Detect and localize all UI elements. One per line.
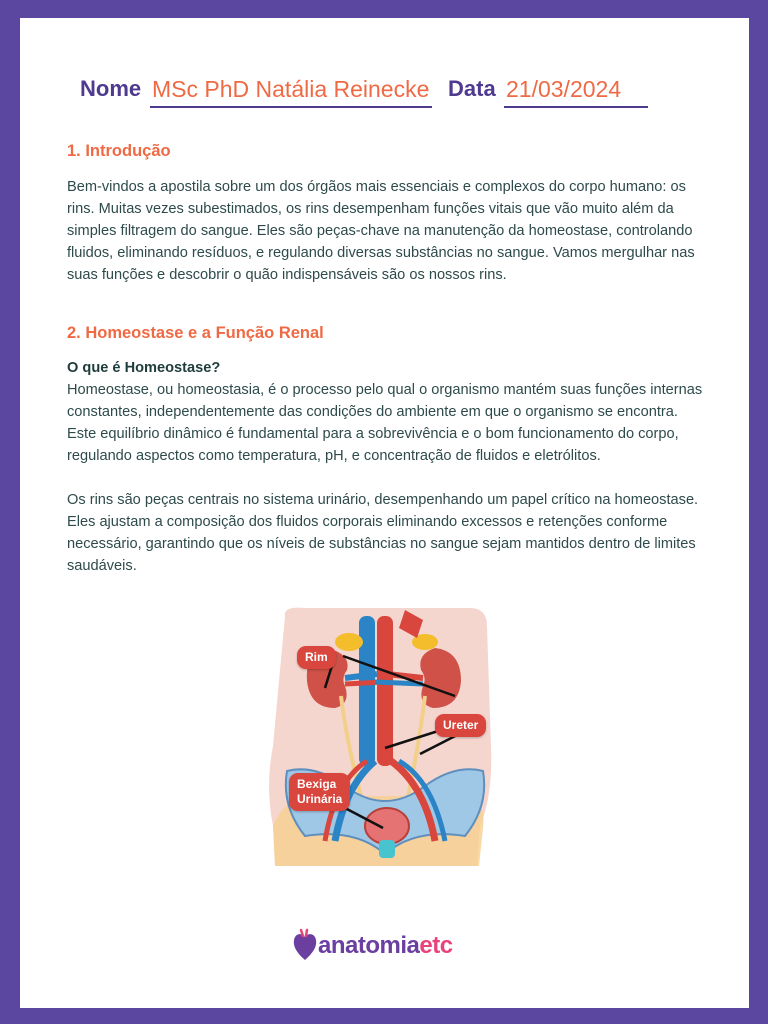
homeostasis-subtitle: O que é Homeostase? — [67, 360, 221, 376]
label-ureter: Ureter — [435, 714, 486, 737]
label-bladder-line1: Bexiga — [297, 777, 337, 791]
header — [20, 74, 749, 114]
logo-suffix-text: etc — [419, 932, 453, 959]
introduction-paragraph: Bem-vindos a apostila sobre um dos órgãos mais essenciais e complexos do corpo humano: os rins. Muitas vezes subestimados, os rins desempenham funções vitais que vão muito além da simples filtragem do sangue. Eles são peças-chave na manutenção da homeostase, controlando fluidos, eliminando resíduos, e regulando diversas substâncias no sangue. Vamos mergulhar nas suas funções e descobrir o quão indispensáveis são os nossos rins. — [67, 179, 695, 283]
date-value: 21/03/2024 — [504, 74, 648, 108]
label-bladder — [289, 773, 350, 811]
urinary-system-illustration — [265, 596, 515, 876]
homeostasis-paragraph: Homeostase, ou homeostasia, é o processo pelo qual o organismo mantém suas funções internas constantes, independentemente das condições do ambiente em que o organismo se encontra. Este equilíbrio dinâmico é fundamental para a sobrevivência e o bom funcionamento do corpo, regulando aspectos como temperatura, pH, e concentração de fluidos e eletrólitos. — [67, 382, 703, 464]
name-label: Nome — [80, 76, 142, 101]
kidney-role-paragraph: Os rins são peças centrais no sistema urinário, desempenhando um papel crítico na homeostase. Eles ajustam a composição dos fluidos corporais eliminando excessos e retenções conforme necessário, garantindo que os níveis de substâncias no sangue sejam mantidos dentro de limites saudáveis. — [67, 492, 699, 574]
date-label: Data — [448, 76, 496, 101]
heart-logo-icon — [292, 928, 318, 964]
label-bladder-line2: Urinária — [297, 792, 343, 806]
name-value: MSc PhD Natália Reinecke — [150, 74, 432, 108]
label-kidney: Rim — [297, 646, 336, 669]
section-title-homeostasis: 2. Homeostase e a Função Renal — [67, 324, 324, 342]
document-page — [20, 18, 749, 1008]
anatomiaetc-logo — [292, 926, 482, 966]
logo-main-text: anatomia — [318, 932, 420, 959]
section-title-introduction: 1. Introdução — [67, 142, 171, 160]
